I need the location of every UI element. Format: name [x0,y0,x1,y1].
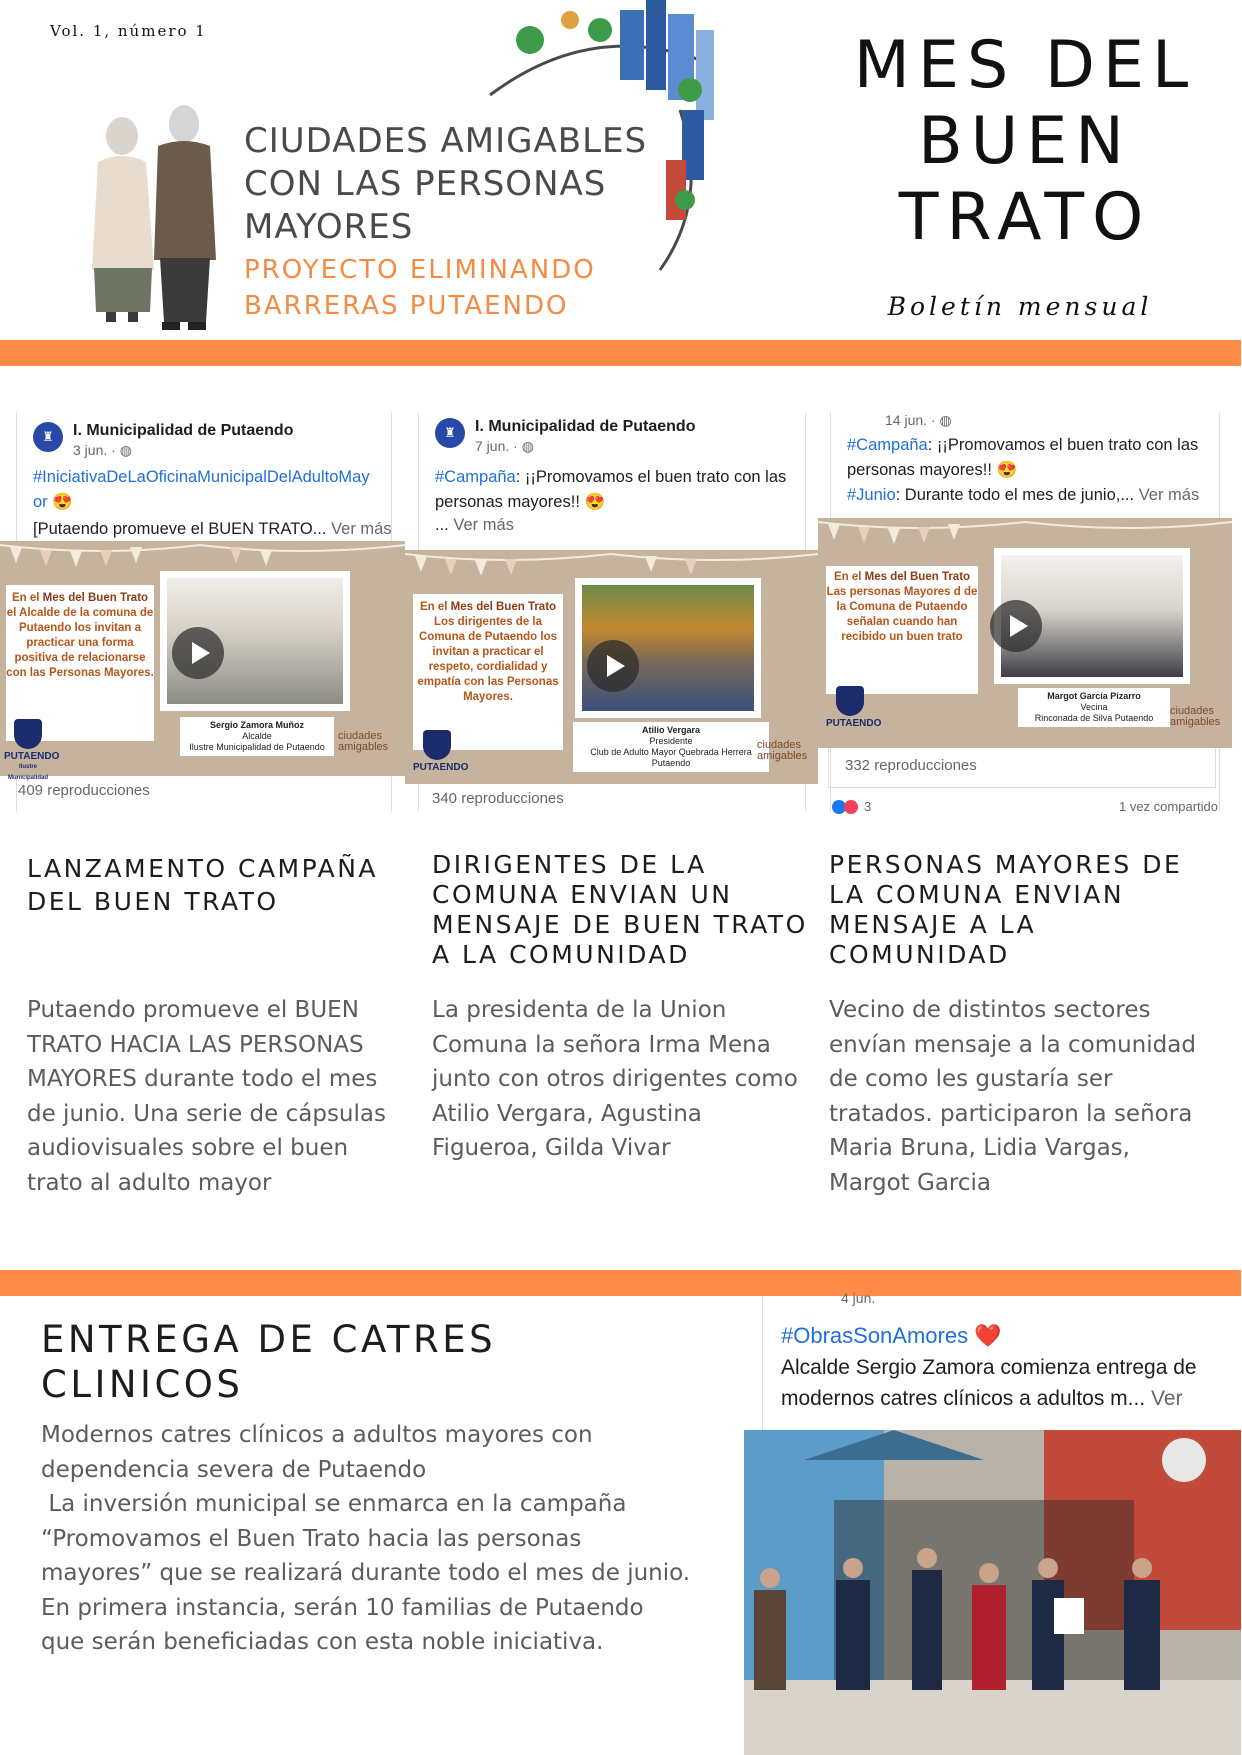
video-text-rest: Los dirigentes de la Comuna de Putaendo los invitan a practicar el respeto, cordialidad y empatía con las Personas Mayores. [417,616,559,703]
ciudades-amigables-logo: ciudades amigables [1170,705,1221,728]
post-page-name[interactable]: I. Municipalidad de Putaendo [475,418,696,435]
article-body-1: Putaendo promueve el BUEN TRATO HACIA LAS PERSONAS MAYORES durante todo el mes de junio. Una serie de cápsulas audiovisuales sobre el buen trato al adulto mayor [27,997,386,1196]
post-text: : ¡¡Promovamos el buen trato con las personas mayores!! 😍 [435,468,787,511]
crest-label: PUTAENDO [826,718,882,729]
video-text-bold: Mes del Buen Trato [42,592,149,604]
facebook-post-feature[interactable] [762,1290,1242,1430]
caption-role: Vecina [1080,702,1108,712]
post-date[interactable]: 3 jun. · [73,442,120,458]
ciudades-amigables-logo: ciudades amigables [338,730,389,753]
see-more-link[interactable]: Ver más [1138,486,1200,504]
play-button[interactable] [587,640,639,692]
crest-label: PUTAENDO [4,751,60,762]
ellipsis: ... [435,516,454,534]
post-page-name[interactable]: I. Municipalidad de Putaendo [73,422,294,439]
video-text-pre: En el [11,592,43,604]
post-text: Alcalde Sergio Zamora comienza entrega de modernos catres clínicos a adultos m... [781,1356,1197,1410]
logo-title: CIUDADES AMIGABLES CON LAS PERSONAS MAYORES [244,121,648,247]
video-text-pre: En el [833,571,865,583]
video-thumbnail-1[interactable] [0,541,405,781]
play-count: 340 reproducciones [432,790,564,807]
see-more-link[interactable]: Ver más [331,520,392,538]
elderly-couple-illustration [70,100,230,332]
share-count[interactable]: 1 vez compartido [1119,799,1218,814]
post-date[interactable]: 14 jun. · [885,412,940,428]
newsletter-title: MES DEL BUEN TRATO [853,28,1197,255]
bunting-decoration [0,541,405,571]
orange-divider-bottom [0,1270,1241,1296]
article-title-2: DIRIGENTES DE LA COMUNA ENVIAN UN MENSAJE DE BUEN TRATO A LA COMUNIDAD [432,850,808,969]
video-caption [180,717,334,756]
post-text: [Putaendo promueve el BUEN TRATO... [33,520,327,538]
post-hashtag[interactable]: #Campaña [847,436,928,454]
heart-icon: ❤️ [974,1323,1002,1348]
feature-title: ENTREGA DE CATRES CLINICOS [41,1318,497,1406]
caption-org: Ilustre Municipalidad de Putaendo [189,742,325,752]
municipality-crest [413,730,469,773]
municipality-avatar[interactable]: ♜ [33,422,63,452]
caption-org: Club de Adulto Mayor Quebrada Herrera Putaendo [590,747,752,768]
bunting-decoration [405,550,818,580]
crest-label: PUTAENDO [413,762,469,773]
newsletter-subtitle: Boletín mensual [887,292,1153,321]
video-text-rest: Las personas Mayores d de la Comuna de Putaendo señalan cuando han recibido un buen trato [826,586,978,643]
article-body-3: Vecino de distintos sectores envían mensaje a la comunidad de como les gustaría ser tratados. participaron la señora Maria Bruna, Lidia Vargas, Margot Garcia [829,997,1196,1196]
video-text-pre: En el [419,601,451,613]
post-reactions-row [830,798,1218,812]
video-caption [573,722,769,772]
ciudades-amigables-logo: ciudades amigables [757,739,808,762]
municipality-avatar[interactable]: ♜ [435,418,465,448]
caption-name: Sergio Zamora Muñoz [209,720,304,730]
caption-name: Margot García Pizarro [1047,691,1141,701]
post-text: : ¡¡Promovamos el buen trato con las personas mayores!! 😍 [847,436,1199,479]
caption-role: Presidente [649,736,693,746]
caption-org: Rinconada de Silva Putaendo [1034,713,1154,723]
post-hashtag[interactable]: #Campaña [435,468,516,486]
post-date[interactable]: 7 jun. · [475,438,522,454]
municipality-crest [826,686,882,729]
orange-divider-top [0,340,1241,366]
video-thumbnail-2[interactable] [405,550,818,784]
video-text-bold: Mes del Buen Trato [864,571,971,583]
see-more-link[interactable]: Ver más [453,516,514,534]
article-body-2: La presidenta de la Union Comuna la señora Irma Mena junto con otros dirigentes como Atilio Vergara, Agustina Figueroa, Gilda Vivar [432,997,798,1161]
caption-name: Atilio Vergara [641,725,701,735]
bunting-decoration [818,518,1232,548]
catres-delivery-photo[interactable] [744,1430,1241,1755]
post-emoji: 😍 [52,493,73,511]
globe-icon: ◍ [119,442,132,458]
post-hashtag-2[interactable]: #Junio [847,486,896,504]
play-count: 409 reproducciones [18,782,150,799]
see-more-link[interactable]: Ver [1151,1387,1183,1410]
municipality-crest [4,719,60,784]
post-text-2: : Durante todo el mes de junio,... [895,486,1135,504]
post-hashtag[interactable]: #IniciativaDeLaOficinaMunicipalDelAdultoMayor [33,468,370,511]
article-title-1: LANZAMENTO CAMPAÑA DEL BUEN TRATO [27,854,379,916]
feature-body-p1: Modernos catres clínicos a adultos mayores con dependencia severa de Putaendo [41,1422,593,1483]
love-icon [844,800,858,814]
article-title-3: PERSONAS MAYORES DE LA COMUNA ENVIAN MENSAJE A LA COMUNIDAD [829,850,1183,969]
video-message-box [826,566,978,694]
video-message-box [6,585,154,741]
play-count: 332 reproducciones [828,748,1216,788]
volume-label: Vol. 1, número 1 [50,22,207,40]
feature-body-p2: La inversión municipal se enmarca en la campaña “Promovamos el Buen Trato hacia las personas mayores” que se realizará durante todo el mes de junio. En primera instancia, serán 10 familias de Putaendo que serán beneficiadas con esta noble iniciativa. [41,1491,698,1655]
post-date[interactable]: 4 jun. [841,1290,876,1306]
video-text-rest: el Alcalde de la comuna de Putaendo los invitan a practicar una forma positiva de relacionarse con las Personas Mayores. [6,607,154,679]
globe-icon: ◍ [939,412,952,428]
video-text-bold: Mes del Buen Trato [450,601,557,613]
play-button[interactable] [990,600,1042,652]
video-message-box [413,594,563,750]
caption-role: Alcalde [242,731,272,741]
feature-body [41,1418,698,1660]
video-caption [1018,688,1170,727]
reaction-count[interactable]: 3 [864,799,872,814]
logo-subtitle: PROYECTO ELIMINANDO BARRERAS PUTAENDO [244,255,596,321]
post-hashtag[interactable]: #ObrasSonAmores [781,1323,969,1348]
crest-sublabel: Ilustre Municipalidad [7,764,48,781]
globe-icon: ◍ [521,438,534,454]
video-thumbnail-3[interactable] [818,518,1232,748]
play-button[interactable] [172,627,224,679]
